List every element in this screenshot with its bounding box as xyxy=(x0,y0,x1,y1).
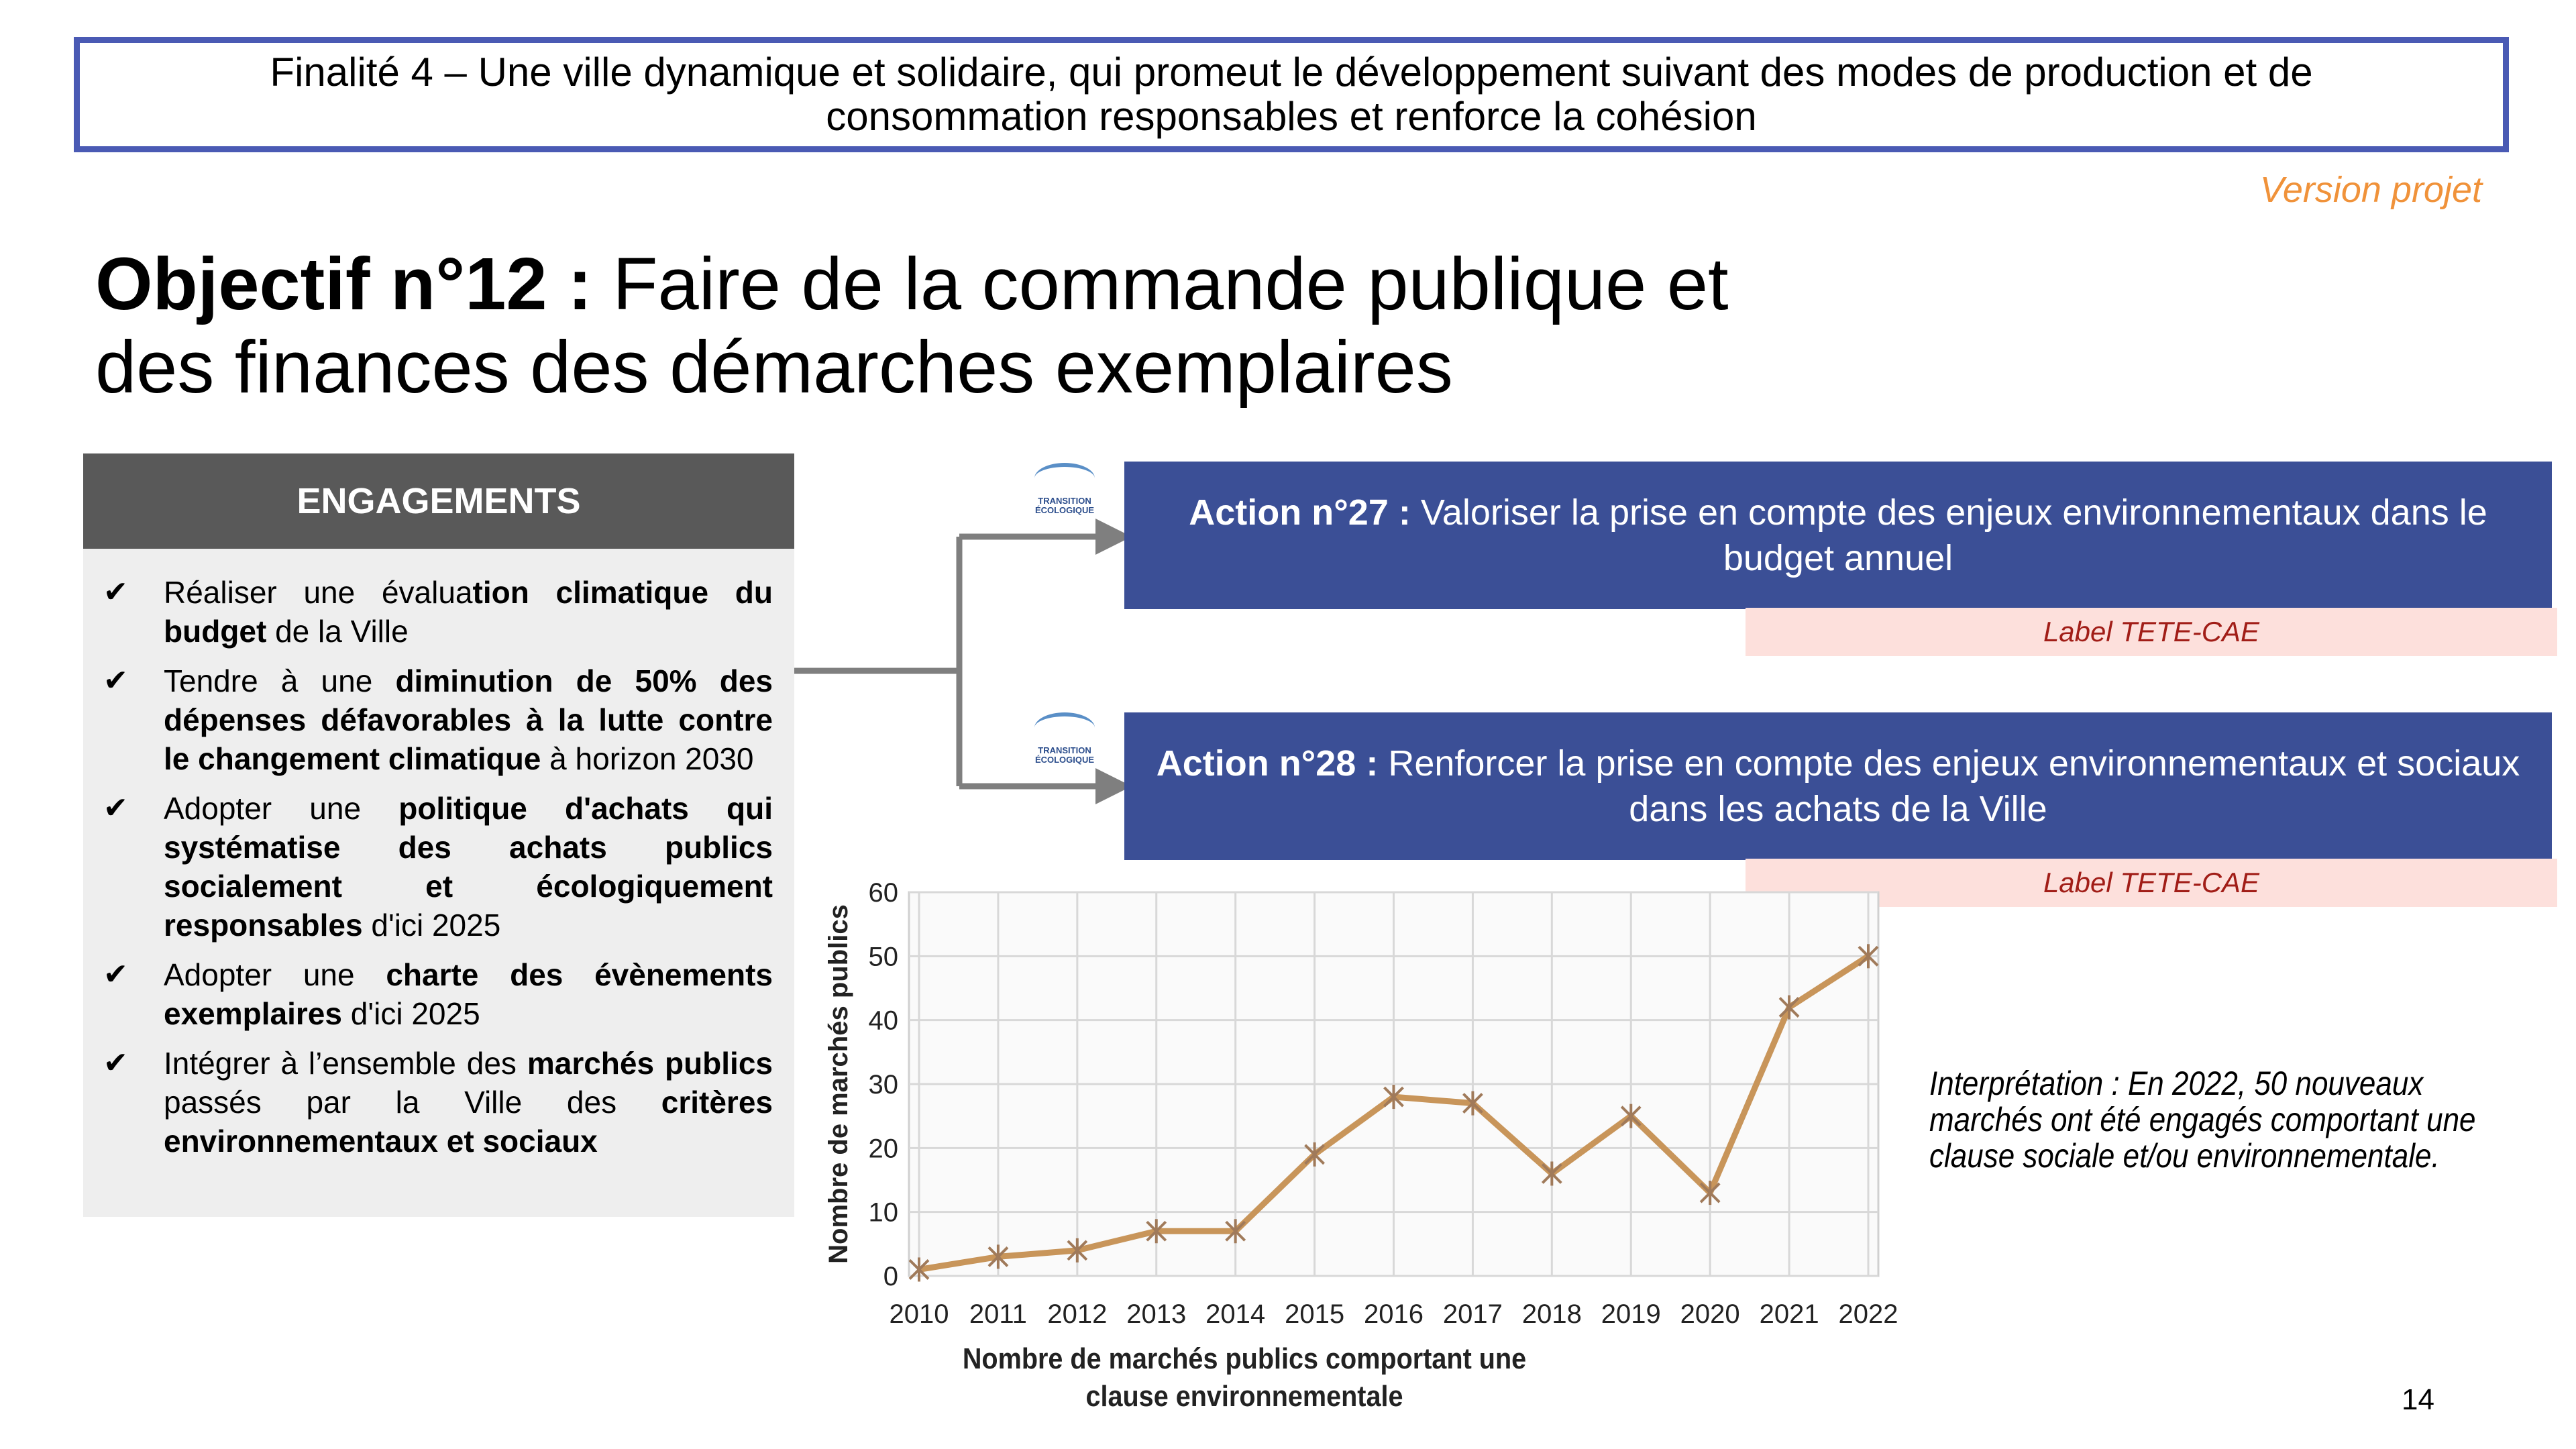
transition-ecologique-logo: TRANSITION ÉCOLOGIQUE xyxy=(1028,704,1102,765)
x-axis-label-line-2: clause environnementale xyxy=(1085,1379,1403,1413)
action-28-label: Label TETE-CAE xyxy=(1746,859,2557,907)
finalite-line-1: Finalité 4 – Une ville dynamique et solidaire, qui promeut le développement suivant des modes de production et de xyxy=(270,50,2313,95)
action-27-text: Valoriser la prise en compte des enjeux environnementaux dans le budget annuel xyxy=(1410,492,2487,578)
y-tick-label: 40 xyxy=(868,1006,898,1036)
engagement-item xyxy=(103,955,773,1033)
action-28-text: Renforcer la prise en compte des enjeux environnementaux et sociaux dans les achats de la Ville xyxy=(1378,743,2520,829)
finalite-line-2: consommation responsables et renforce la cohésion xyxy=(826,94,1757,139)
interpretation-text: Interprétation : En 2022, 50 nouveaux marchés ont été engagés comportant une clause sociale et/ou environnementale. xyxy=(1929,1065,2476,1175)
objectif-line-2: des finances des démarches exemplaires xyxy=(95,326,1453,409)
check-icon: ✔ xyxy=(103,576,128,608)
objectif-prefix: Objectif n°12 : xyxy=(95,243,592,325)
engagements-header: ENGAGEMENTS xyxy=(83,453,794,549)
x-tick-label: 2021 xyxy=(1759,1299,1819,1329)
x-tick-label: 2010 xyxy=(889,1299,949,1329)
x-tick-label: 2019 xyxy=(1601,1299,1661,1329)
x-tick-label: 2018 xyxy=(1521,1299,1582,1329)
x-tick-label: 2014 xyxy=(1205,1299,1266,1329)
check-icon: ✔ xyxy=(103,958,128,991)
y-tick-label: 30 xyxy=(868,1070,898,1099)
objectif-line-1: Faire de la commande publique et xyxy=(592,243,1729,325)
engagements-list xyxy=(103,573,773,1161)
finalite-banner xyxy=(74,37,2509,152)
engagement-text: Adopter une charte des évènements exemplaires d'ici 2025 xyxy=(164,957,773,1031)
engagement-text: Tendre à une diminution de 50% des dépenses défavorables à la lutte contre le changement climatique à horizon 2030 xyxy=(164,663,773,776)
engagement-item xyxy=(103,789,773,945)
transition-ecologique-logo: TRANSITION ÉCOLOGIQUE xyxy=(1028,455,1102,515)
engagement-text: Réaliser une évaluation climatique du budget de la Ville xyxy=(164,575,773,649)
engagement-item xyxy=(103,573,773,651)
engagements-panel xyxy=(83,549,794,1217)
y-tick-label: 10 xyxy=(868,1197,898,1228)
logo-arc-icon xyxy=(1034,463,1095,494)
x-axis-label-line-1: Nombre de marchés publics comportant une xyxy=(962,1342,1527,1375)
logo-arc-icon xyxy=(1034,712,1095,743)
engagement-text: Intégrer à l’ensemble des marchés publics passés par la Ville des critères environnementaux et sociaux xyxy=(164,1046,773,1159)
line-chart xyxy=(815,859,1915,1436)
page-title xyxy=(95,243,1907,409)
y-tick-label: 0 xyxy=(883,1262,898,1291)
x-tick-label: 2013 xyxy=(1126,1299,1187,1329)
check-icon: ✔ xyxy=(103,664,128,697)
x-tick-label: 2012 xyxy=(1047,1299,1108,1329)
y-tick-label: 60 xyxy=(868,878,898,908)
y-tick-label: 20 xyxy=(868,1134,898,1164)
x-tick-label: 2015 xyxy=(1285,1299,1345,1329)
check-icon: ✔ xyxy=(103,1046,128,1079)
check-icon: ✔ xyxy=(103,792,128,824)
action-27-prefix: Action n°27 : xyxy=(1189,492,1411,533)
x-tick-label: 2020 xyxy=(1680,1299,1740,1329)
x-tick-label: 2022 xyxy=(1838,1299,1898,1329)
x-tick-label: 2016 xyxy=(1364,1299,1424,1329)
action-28 xyxy=(1124,712,2552,860)
version-label: Version projet xyxy=(2259,170,2482,210)
x-tick-label: 2011 xyxy=(969,1299,1027,1329)
engagement-item xyxy=(103,661,773,778)
engagement-text: Adopter une politique d'achats qui systématise des achats publics socialement et écologiquement responsables d'ici 2025 xyxy=(164,791,773,943)
page-number: 14 xyxy=(2402,1383,2434,1416)
action-27-label: Label TETE-CAE xyxy=(1746,608,2557,656)
action-28-prefix: Action n°28 : xyxy=(1156,743,1379,784)
x-tick-label: 2017 xyxy=(1442,1299,1503,1329)
y-axis-label: Nombre de marchés publics xyxy=(824,904,853,1264)
y-tick-label: 50 xyxy=(868,942,898,972)
engagement-item xyxy=(103,1044,773,1161)
action-27 xyxy=(1124,462,2552,609)
